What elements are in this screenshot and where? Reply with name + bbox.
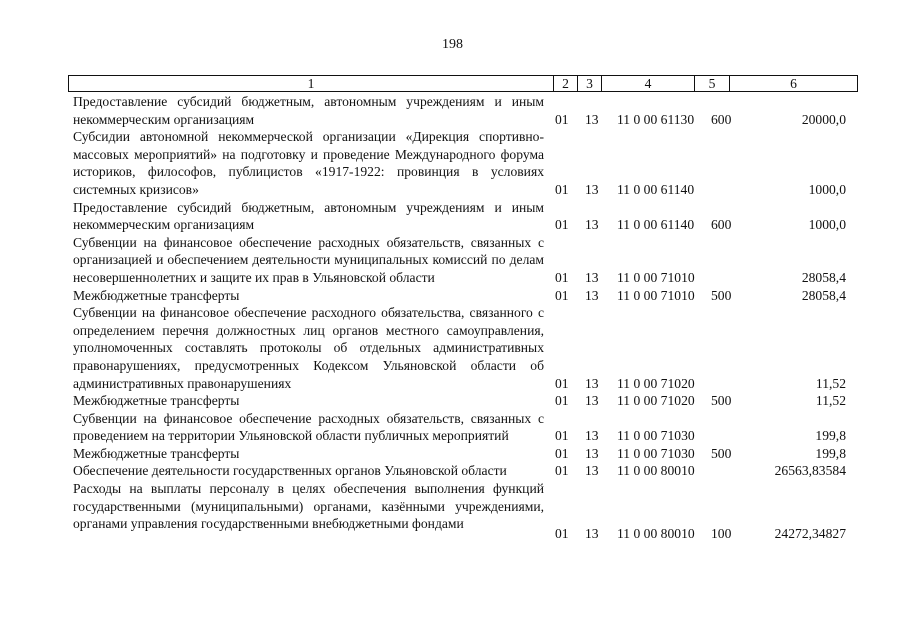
header-col-2: 2 (554, 76, 578, 91)
row-subsection: 13 (585, 287, 599, 303)
row-subsection: 13 (585, 445, 599, 461)
row-sum: 26563,83584 (774, 463, 846, 479)
row-article: 11 0 00 61140 (617, 181, 695, 197)
row-description: Межбюджетные трансферты (73, 287, 240, 303)
row-section: 01 (555, 445, 569, 461)
row-subsection: 13 (585, 428, 599, 444)
row-article: 11 0 00 61140 (617, 217, 695, 233)
row-sum: 28058,4 (801, 287, 846, 303)
header-col-1: 1 (69, 76, 554, 91)
row-sum: 199,8 (815, 445, 846, 461)
table-row (0, 234, 905, 287)
row-article: 11 0 00 71030 (617, 445, 695, 461)
row-expense-type: 600 (711, 111, 732, 127)
row-description: Межбюджетные трансферты (73, 393, 240, 409)
header-col-4: 4 (602, 76, 695, 91)
table-row (0, 304, 905, 392)
table-row (0, 93, 905, 128)
row-section: 01 (555, 287, 569, 303)
row-expense-type: 500 (711, 445, 732, 461)
row-article: 11 0 00 71020 (617, 375, 695, 391)
row-description: Субвенции на финансовое обеспечение расходных обязательств, связанных с организацией и обеспечением деятельности муниципальных комиссий по делам несовершеннолетних и защите их прав в Ульяновской области (73, 234, 544, 285)
row-sum: 28058,4 (801, 269, 846, 285)
row-article: 11 0 00 71030 (617, 428, 695, 444)
table-row (0, 128, 905, 198)
table-row (0, 462, 905, 480)
row-expense-type: 100 (711, 526, 732, 542)
row-sum: 11,52 (815, 375, 846, 391)
row-subsection: 13 (585, 181, 599, 197)
row-section: 01 (555, 463, 569, 479)
row-article: 11 0 00 71010 (617, 287, 695, 303)
row-description: Межбюджетные трансферты (73, 445, 240, 461)
row-description: Субсидии автономной некоммерческой организации «Дирекция спортивно-массовых мероприятий» на подготовку и проведение Международного форума историков, философов, публицистов «1917-1922: провинция в условиях системных кризисов» (73, 129, 544, 197)
header-col-5: 5 (695, 76, 730, 91)
row-sum: 24272,34827 (774, 526, 846, 542)
row-section: 01 (555, 428, 569, 444)
row-section: 01 (555, 269, 569, 285)
row-description: Субвенции на финансовое обеспечение расходного обязательства, связанного с определением перечня должностных лиц органов местного самоуправления, уполномоченных составлять протоколы об отдельных административных правонарушениях, предусмотренных Кодексом Ульяновской области об административных правонарушениях (73, 305, 544, 391)
row-section: 01 (555, 526, 569, 542)
table-body (0, 93, 905, 542)
table-row (0, 445, 905, 463)
row-article: 11 0 00 71010 (617, 269, 695, 285)
table-row (0, 480, 905, 542)
row-sum: 20000,0 (801, 111, 846, 127)
row-description: Субвенции на финансовое обеспечение расходных обязательств, связанных с проведением на территории Ульяновской области публичных мероприятий (73, 410, 544, 444)
row-article: 11 0 00 80010 (617, 526, 695, 542)
row-description: Предоставление субсидий бюджетным, автономным учреждениям и иным некоммерческим организациям (73, 94, 544, 127)
row-section: 01 (555, 375, 569, 391)
header-col-6: 6 (790, 76, 797, 91)
row-expense-type: 600 (711, 217, 732, 233)
table-header (68, 75, 858, 92)
row-section: 01 (555, 217, 569, 233)
page-number: 198 (442, 37, 463, 52)
table-row (0, 287, 905, 305)
row-sum: 199,8 (815, 428, 846, 444)
header-col-3: 3 (578, 76, 602, 91)
table-row (0, 199, 905, 234)
row-article: 11 0 00 61130 (617, 111, 695, 127)
row-subsection: 13 (585, 375, 599, 391)
row-article: 11 0 00 80010 (617, 463, 695, 479)
row-description: Предоставление субсидий бюджетным, автономным учреждениям и иным некоммерческим организациям (73, 199, 544, 233)
row-sum: 11,52 (815, 393, 846, 409)
row-subsection: 13 (585, 393, 599, 409)
row-sum: 1000,0 (808, 217, 846, 233)
row-section: 01 (555, 181, 569, 197)
row-expense-type: 500 (711, 287, 732, 303)
row-section: 01 (555, 111, 569, 127)
row-sum: 1000,0 (808, 181, 846, 197)
row-subsection: 13 (585, 111, 599, 127)
row-section: 01 (555, 393, 569, 409)
row-description: Обеспечение деятельности государственных органов Ульяновской области (73, 463, 507, 479)
row-subsection: 13 (585, 269, 599, 285)
row-subsection: 13 (585, 217, 599, 233)
table-row (0, 410, 905, 445)
row-expense-type: 500 (711, 393, 732, 409)
row-subsection: 13 (585, 463, 599, 479)
table-row (0, 392, 905, 410)
row-article: 11 0 00 71020 (617, 393, 695, 409)
row-description: Расходы на выплаты персоналу в целях обеспечения выполнения функций государственными (муниципальными) органами, казёнными учреждениями, органами управления государственными внебюджетными фондами (73, 481, 544, 532)
row-subsection: 13 (585, 526, 599, 542)
